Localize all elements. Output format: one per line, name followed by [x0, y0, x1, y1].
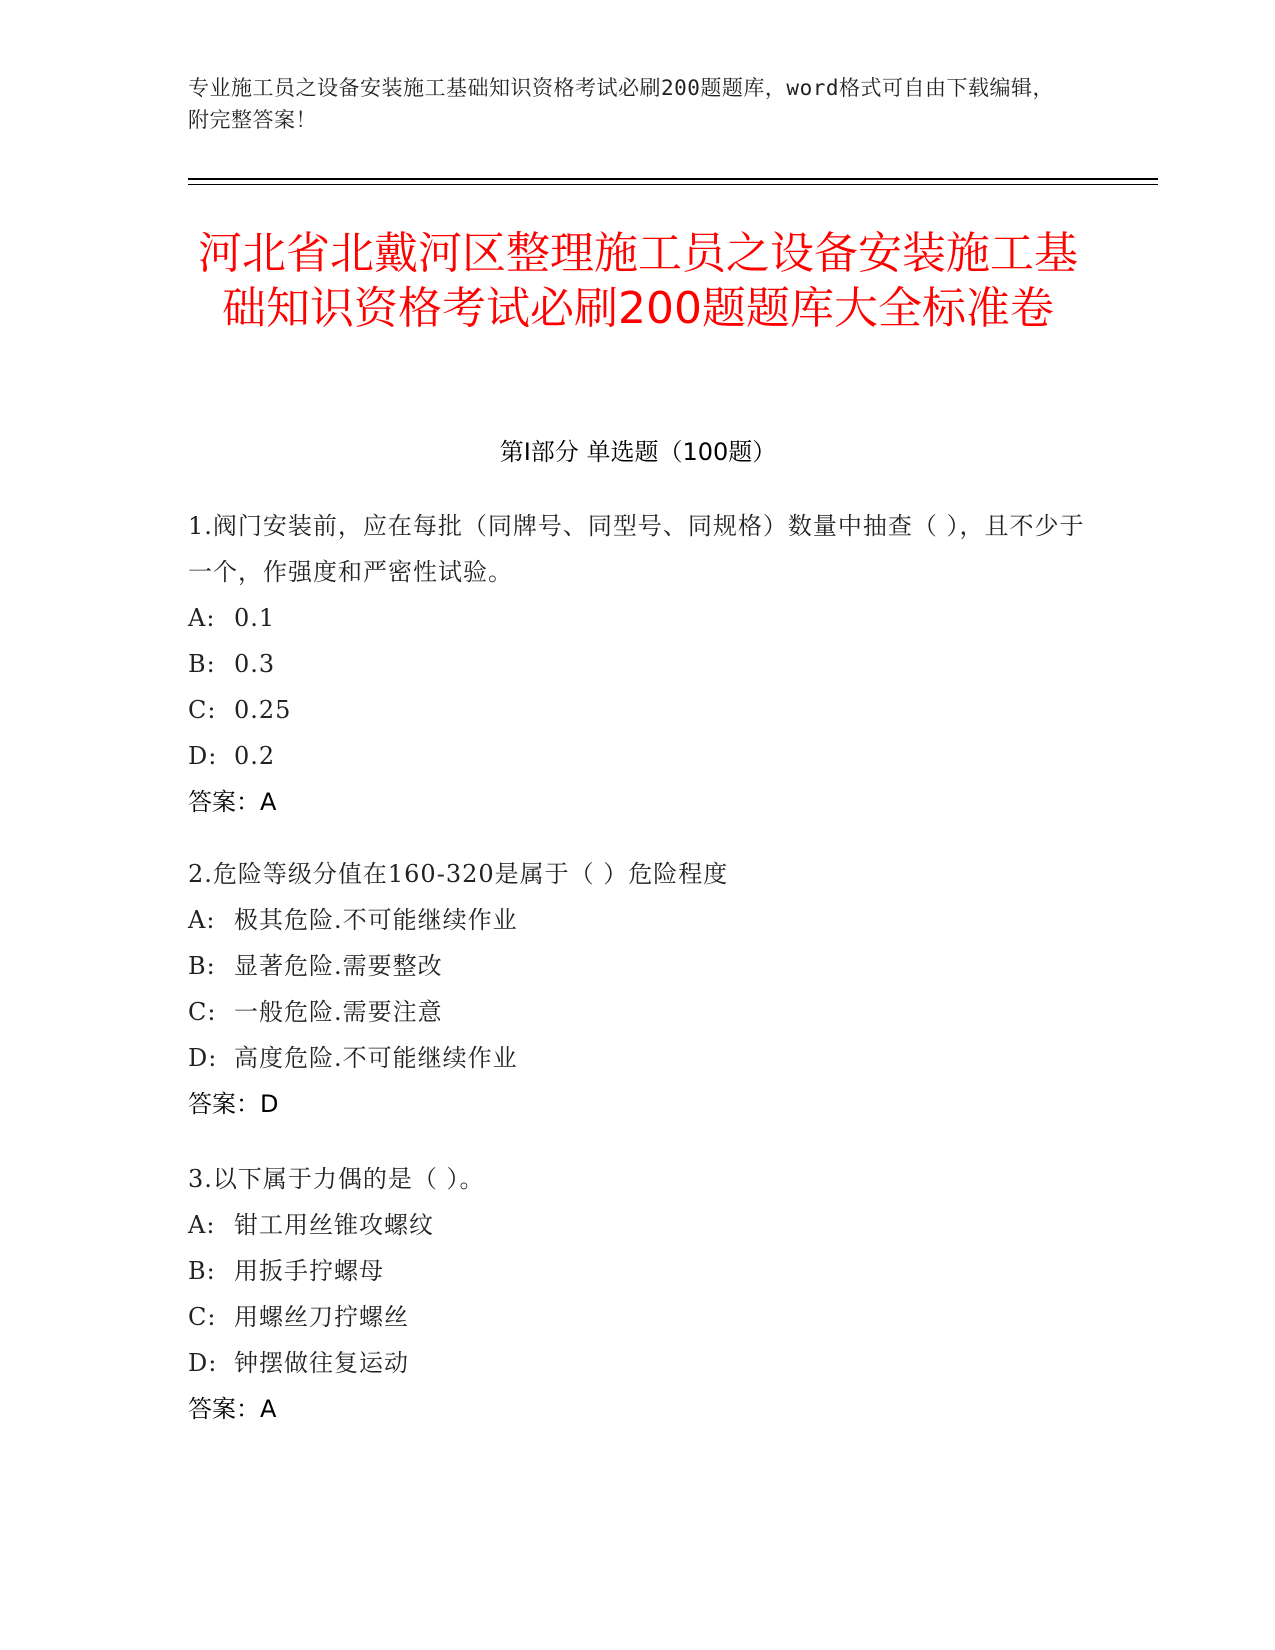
- option-text: 0.2: [234, 742, 276, 770]
- option-key: C:: [188, 696, 217, 724]
- option-d: [188, 1035, 1088, 1081]
- document-title: 河北省北戴河区整理施工员之设备安装施工基础知识资格考试必刷200题题库大全标准卷: [198, 228, 1078, 334]
- option-a: [188, 897, 1088, 943]
- page-header-note: 专业施工员之设备安装施工基础知识资格考试必刷200题题库，word格式可自由下载编辑，附完整答案！: [188, 76, 1054, 132]
- option-c: [188, 687, 1088, 733]
- answer-line: 答案：A: [188, 788, 277, 816]
- question-3: [188, 1156, 1088, 1432]
- option-key: B:: [188, 1257, 216, 1285]
- option-c: [188, 989, 1088, 1035]
- option-key: A:: [188, 604, 216, 632]
- option-d: [188, 733, 1088, 779]
- option-text: 0.3: [234, 650, 276, 678]
- question-2: [188, 851, 1088, 1127]
- question-stem: 2.危险等级分值在160-320是属于（ ）危险程度: [188, 860, 729, 888]
- option-text: 显著危险.需要整改: [234, 952, 443, 980]
- option-b: [188, 1248, 1088, 1294]
- header-divider-thin: [188, 184, 1158, 185]
- question-stem: 3.以下属于力偶的是（ ）。: [188, 1165, 485, 1193]
- option-c: [188, 1294, 1088, 1340]
- option-text: 0.25: [234, 696, 292, 724]
- option-key: A:: [188, 906, 216, 934]
- option-d: [188, 1340, 1088, 1386]
- option-text: 用螺丝刀拧螺丝: [234, 1303, 409, 1331]
- option-b: [188, 641, 1088, 687]
- answer-line: 答案：D: [188, 1090, 279, 1118]
- answer-line: 答案：A: [188, 1395, 277, 1423]
- option-text: 一般危险.需要注意: [234, 998, 443, 1026]
- option-key: D:: [188, 1349, 218, 1377]
- option-key: B:: [188, 650, 216, 678]
- option-key: D:: [188, 1044, 218, 1072]
- option-key: C:: [188, 1303, 217, 1331]
- option-key: A:: [188, 1211, 216, 1239]
- question-stem: 1.阀门安装前，应在每批（同牌号、同型号、同规格）数量中抽查（ ），且不少于一个，作强度和严密性试验。: [188, 512, 1085, 586]
- option-text: 高度危险.不可能继续作业: [234, 1044, 518, 1072]
- option-text: 用扳手拧螺母: [234, 1257, 384, 1285]
- option-b: [188, 943, 1088, 989]
- option-text: 钳工用丝锥攻螺纹: [234, 1211, 434, 1239]
- option-key: C:: [188, 998, 217, 1026]
- section-heading: 第Ⅰ部分 单选题（100题）: [499, 438, 777, 466]
- option-text: 钟摆做往复运动: [234, 1349, 409, 1377]
- header-divider-thick: [188, 178, 1158, 180]
- option-key: B:: [188, 952, 216, 980]
- option-text: 0.1: [234, 604, 276, 632]
- question-1: [188, 503, 1088, 825]
- option-a: [188, 595, 1088, 641]
- option-text: 极其危险.不可能继续作业: [234, 906, 518, 934]
- option-a: [188, 1202, 1088, 1248]
- option-key: D:: [188, 742, 218, 770]
